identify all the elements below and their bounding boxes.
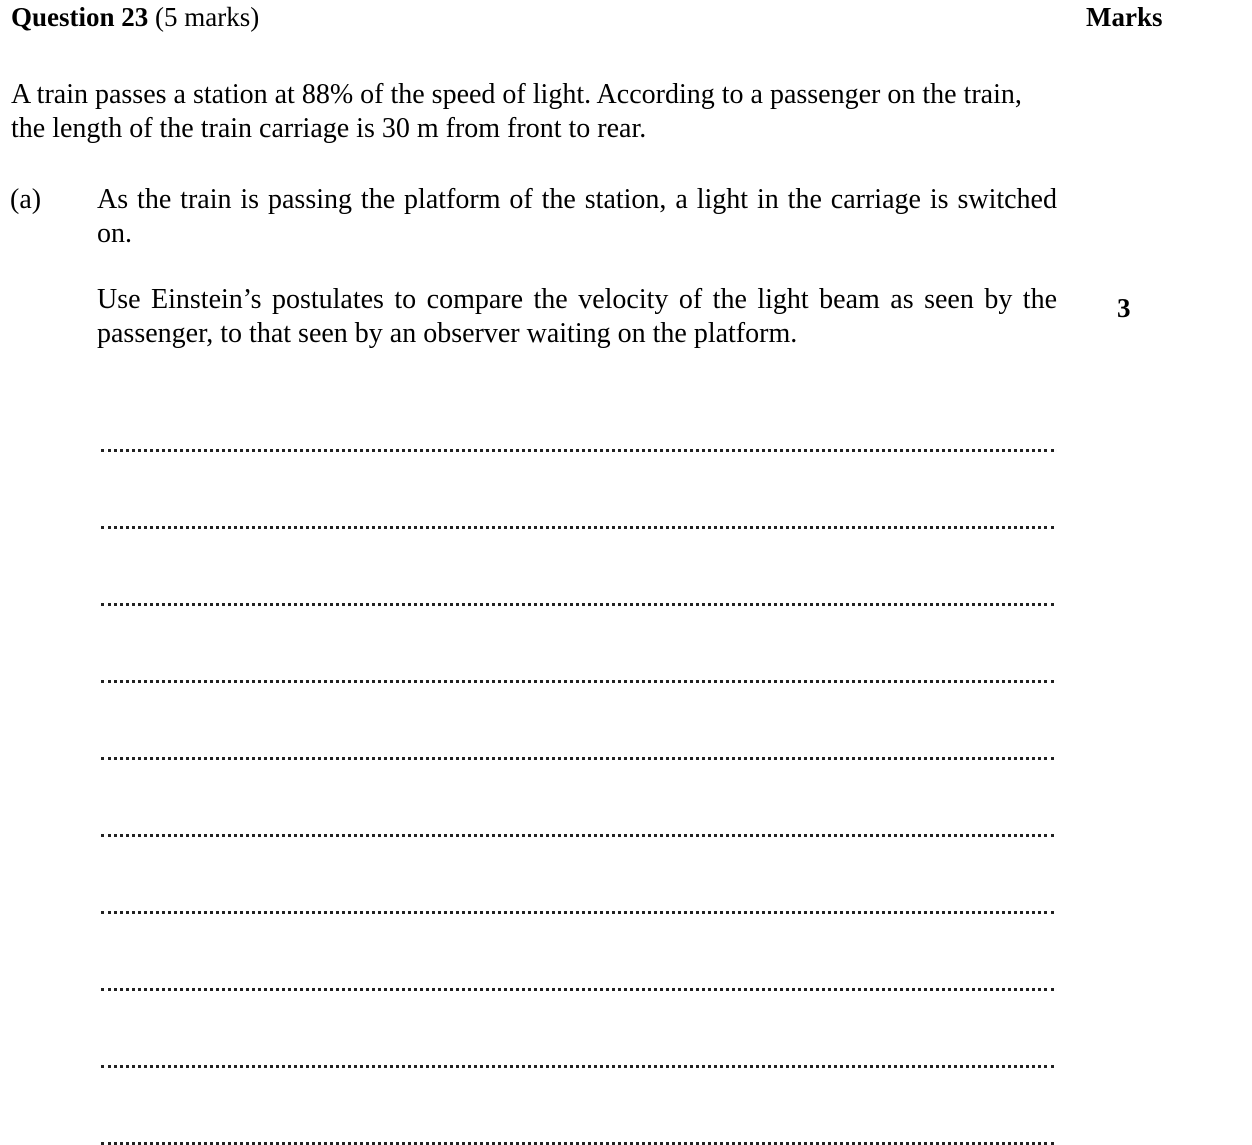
question-stem xyxy=(11,78,1022,146)
question-number: Question 23 xyxy=(11,2,149,32)
part-a-task-line-2: passenger, to that seen by an observer waiting on the platform. xyxy=(97,318,798,349)
answer-line[interactable] xyxy=(101,911,1054,914)
answer-line[interactable] xyxy=(101,449,1054,452)
answer-line[interactable] xyxy=(101,988,1054,991)
part-a-label: (a) xyxy=(10,184,42,215)
part-a-marks: 3 xyxy=(1117,293,1131,323)
answer-line[interactable] xyxy=(101,680,1054,683)
answer-line[interactable] xyxy=(101,1065,1054,1068)
answer-line[interactable] xyxy=(101,603,1054,606)
stem-line-2: the length of the train carriage is 30 m from front to rear. xyxy=(11,113,647,144)
answer-line[interactable] xyxy=(101,834,1054,837)
part-a-task xyxy=(97,283,1057,351)
stem-line-1: A train passes a station at 88% of the speed of light. According to a passenger on the train, xyxy=(11,79,1022,110)
question-title xyxy=(11,0,259,34)
question-marks-total: (5 marks) xyxy=(148,2,260,32)
answer-line[interactable] xyxy=(101,526,1054,529)
part-a-context-line-1: As the train is passing the platform of the station, a light in the carriage is switched xyxy=(97,184,1057,215)
part-a-context xyxy=(97,183,1057,251)
answer-line[interactable] xyxy=(101,757,1054,760)
part-a-context-line-2: on. xyxy=(97,218,132,249)
part-a-task-line-1: Use Einstein’s postulates to compare the velocity of the light beam as seen by the xyxy=(97,284,1057,315)
marks-column-heading: Marks xyxy=(1086,2,1163,32)
